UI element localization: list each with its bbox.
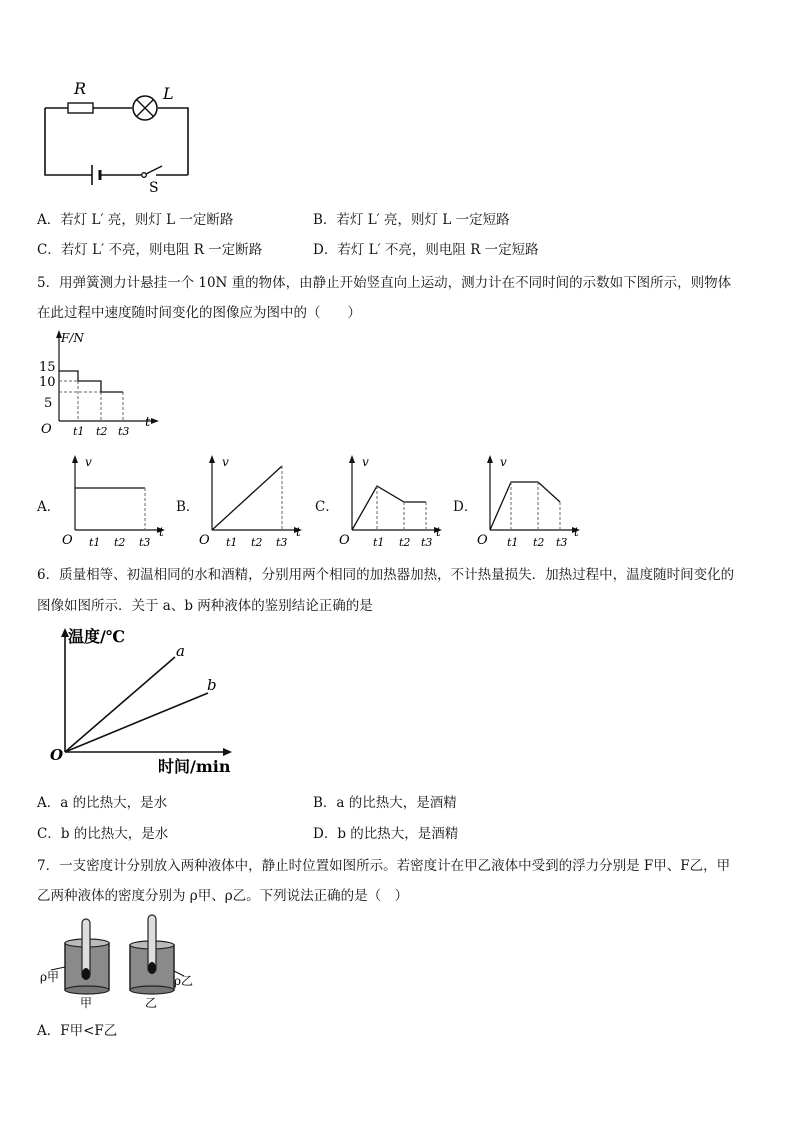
vgraph-d-ylabel: v	[500, 455, 507, 469]
rho-yi-label: ρ乙	[174, 974, 194, 988]
rho-jia-label: ρ甲	[40, 970, 60, 984]
vgraph-d-t1: t1	[507, 536, 519, 549]
q6-option-d[interactable]: D．b 的比热大，是酒精	[313, 826, 459, 842]
q5-option-a-graph[interactable]	[55, 452, 175, 552]
series-a-line	[65, 657, 175, 752]
vgraph-b-t3: t3	[276, 536, 288, 549]
vgraph-b-t2: t2	[251, 536, 263, 549]
vgraph-d-t2: t2	[533, 536, 545, 549]
q4-option-c[interactable]: C．若灯 L′ 不亮，则电阻 R 一定断路	[37, 242, 263, 258]
vgraph-a-t2: t2	[114, 536, 126, 549]
fgraph-xtick-t3: t3	[118, 425, 130, 438]
vgraph-a-origin: O	[62, 533, 73, 548]
vgraph-d-xaxis: t	[574, 525, 579, 539]
fgraph-tick-15: 15	[39, 360, 56, 375]
q5-text-line1: 5．用弹簧测力计悬挂一个 10N 重的物体，由静止开始竖直向上运动，测力计在不同时间的示数如下图所示，则物体	[37, 275, 732, 291]
vgraph-c-t2: t2	[399, 536, 411, 549]
vgraph-b-ylabel: v	[222, 455, 229, 469]
q6-option-a[interactable]: A．a 的比热大，是水	[37, 795, 168, 811]
circuit-diagram	[30, 78, 205, 196]
temperature-time-graph	[40, 622, 240, 777]
vgraph-a-xaxis: t	[159, 525, 164, 539]
q7-text-line1: 7．一支密度计分别放入两种液体中，静止时位置如图所示。若密度计在甲乙液体中受到的浮力分别是 F甲、F乙，甲	[37, 858, 731, 874]
q5-option-b-graph[interactable]	[192, 452, 312, 552]
q6-text-line2: 图像如图所示．关于 a、b 两种液体的鉴别结论正确的是	[37, 598, 373, 614]
q4-option-a[interactable]: A．若灯 L′ 亮，则灯 L 一定断路	[37, 212, 234, 228]
hydrometer-figure	[38, 913, 198, 1011]
q6-text-line1: 6．质量相等、初温相同的水和酒精，分别用两个相同的加热器加热，不计热量损失．加热过程中，温度随时间变化的	[37, 567, 735, 583]
vgraph-d-origin: O	[477, 533, 488, 548]
fgraph-xtick-t2: t2	[96, 425, 108, 438]
label-r: R	[74, 79, 87, 98]
q5-option-c-label[interactable]: C．	[315, 499, 339, 515]
q5-text-line2: 在此过程中速度随时间变化的图像应为图中的（ ）	[37, 305, 361, 321]
force-time-graph	[35, 328, 165, 443]
fgraph-ylabel: F/N	[61, 331, 84, 345]
vgraph-a-t1: t1	[89, 536, 101, 549]
vgraph-c-xaxis: t	[436, 525, 441, 539]
vgraph-d-t3: t3	[556, 536, 568, 549]
fgraph-tick-5: 5	[44, 396, 53, 411]
series-b-line	[65, 693, 208, 752]
q7-text-line2: 乙两种液体的密度分别为 ρ甲、ρ乙。下列说法正确的是（ ）	[37, 888, 409, 904]
tgraph-origin: O	[50, 746, 64, 764]
q4-option-b[interactable]: B．若灯 L′ 亮，则灯 L 一定短路	[313, 212, 510, 228]
q5-option-b-label[interactable]: B．	[176, 499, 200, 515]
beaker-yi	[130, 915, 174, 994]
q5-option-c-graph[interactable]	[332, 452, 452, 552]
vgraph-a-t3: t3	[139, 536, 151, 549]
q5-option-d-graph[interactable]	[470, 452, 590, 552]
label-l: L	[163, 84, 174, 103]
resistor-symbol	[68, 103, 93, 113]
lamp-symbol	[133, 96, 157, 120]
q7-option-a[interactable]: A．F甲<F乙	[37, 1023, 118, 1039]
vgraph-b-t1: t1	[226, 536, 238, 549]
vgraph-a-ylabel: v	[85, 455, 92, 469]
fgraph-origin: O	[41, 422, 52, 437]
fgraph-xaxis: t	[145, 415, 151, 430]
q6-option-b[interactable]: B．a 的比热大，是酒精	[313, 795, 457, 811]
battery-symbol	[92, 165, 100, 185]
q5-option-a-label[interactable]: A．	[37, 499, 61, 515]
vgraph-c-t3: t3	[421, 536, 433, 549]
beaker-jia	[65, 919, 109, 994]
fgraph-tick-10: 10	[39, 375, 56, 390]
label-s: S	[149, 180, 159, 196]
q5-option-d-label[interactable]: D．	[453, 499, 478, 515]
tgraph-series-b: b	[207, 676, 217, 694]
yi-label: 乙	[145, 996, 158, 1010]
tgraph-ylabel: 温度/℃	[68, 627, 126, 646]
vgraph-b-origin: O	[199, 533, 210, 548]
fgraph-xtick-t1: t1	[73, 425, 85, 438]
vgraph-c-ylabel: v	[362, 455, 369, 469]
tgraph-xlabel: 时间/min	[158, 757, 231, 776]
vgraph-c-origin: O	[339, 533, 350, 548]
jia-label: 甲	[80, 996, 93, 1010]
vgraph-c-t1: t1	[373, 536, 385, 549]
q4-option-d[interactable]: D．若灯 L′ 不亮，则电阻 R 一定短路	[313, 242, 539, 258]
tgraph-series-a: a	[176, 642, 185, 660]
q6-option-c[interactable]: C．b 的比热大，是水	[37, 826, 169, 842]
vgraph-b-xaxis: t	[296, 525, 301, 539]
